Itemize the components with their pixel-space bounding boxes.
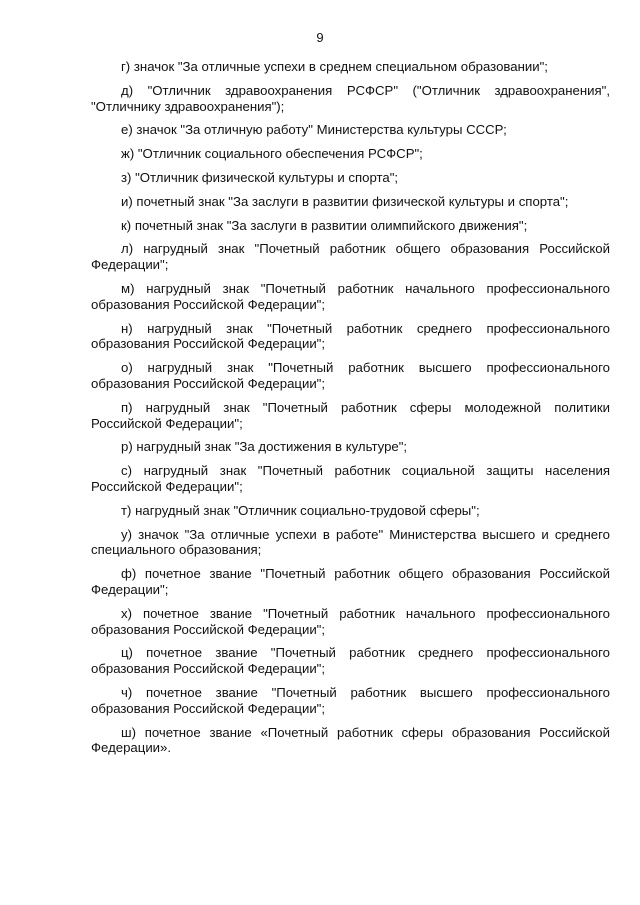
page-number: 9 bbox=[316, 30, 324, 45]
list-item: л) нагрудный знак "Почетный работник общего образования Российской Федерации"; bbox=[91, 241, 610, 273]
list-item: е) значок "За отличную работу" Министерства культуры СССР; bbox=[121, 122, 507, 138]
list-item: г) значок "За отличные успехи в среднем специальном образовании"; bbox=[121, 59, 548, 74]
list-item: ф) почетное звание "Почетный работник общего образования Российской Федерации"; bbox=[91, 566, 610, 597]
list-item: ж) "Отличник социального обеспечения РСФСР"; bbox=[121, 146, 423, 162]
list-item: н) нагрудный знак "Почетный работник среднего профессионального образования Российской Федерации"; bbox=[91, 320, 610, 352]
list-item: з) "Отличник физической культуры и спорта"; bbox=[121, 169, 399, 185]
list-item: к) почетный знак "За заслуги в развитии олимпийского движения"; bbox=[121, 217, 528, 233]
list-item: т) нагрудный знак "Отличник социально-трудовой сферы"; bbox=[121, 502, 480, 518]
list-item: п) нагрудный знак "Почетный работник сферы молодежной политики Российской Федерации"; bbox=[91, 399, 610, 431]
list-item: ц) почетное звание "Почетный работник среднего профессионального образования Российской Федерации"; bbox=[91, 645, 610, 677]
list-item: х) почетное звание "Почетный работник начального профессионального образования Российской Федерации"; bbox=[91, 605, 610, 637]
list-item: ш) почетное звание «Почетный работник сферы образования Российской Федерации». bbox=[91, 724, 610, 756]
list-item: у) значок "За отличные успехи в работе" Министерства высшего и среднего специального образования; bbox=[91, 526, 610, 558]
list-item: и) почетный знак "За заслуги в развитии физической культуры и спорта"; bbox=[121, 193, 569, 209]
list-item: м) нагрудный знак "Почетный работник начального профессионального образования Российской Федерации"; bbox=[91, 280, 610, 312]
list-item: с) нагрудный знак "Почетный работник социальной защиты населения Российской Федерации"; bbox=[91, 463, 610, 494]
list-item: р) нагрудный знак "За достижения в культуре"; bbox=[121, 439, 408, 455]
list-item: о) нагрудный знак "Почетный работник высшего профессионального образования Российской Федерации"; bbox=[91, 360, 610, 391]
awards-list bbox=[91, 59, 610, 764]
list-item: д) "Отличник здравоохранения РСФСР" ("Отличник здравоохранения", "Отличнику здравоохранения"); bbox=[91, 82, 610, 114]
list-item: ч) почетное звание "Почетный работник высшего профессионального образования Российской Федерации"; bbox=[91, 684, 610, 716]
